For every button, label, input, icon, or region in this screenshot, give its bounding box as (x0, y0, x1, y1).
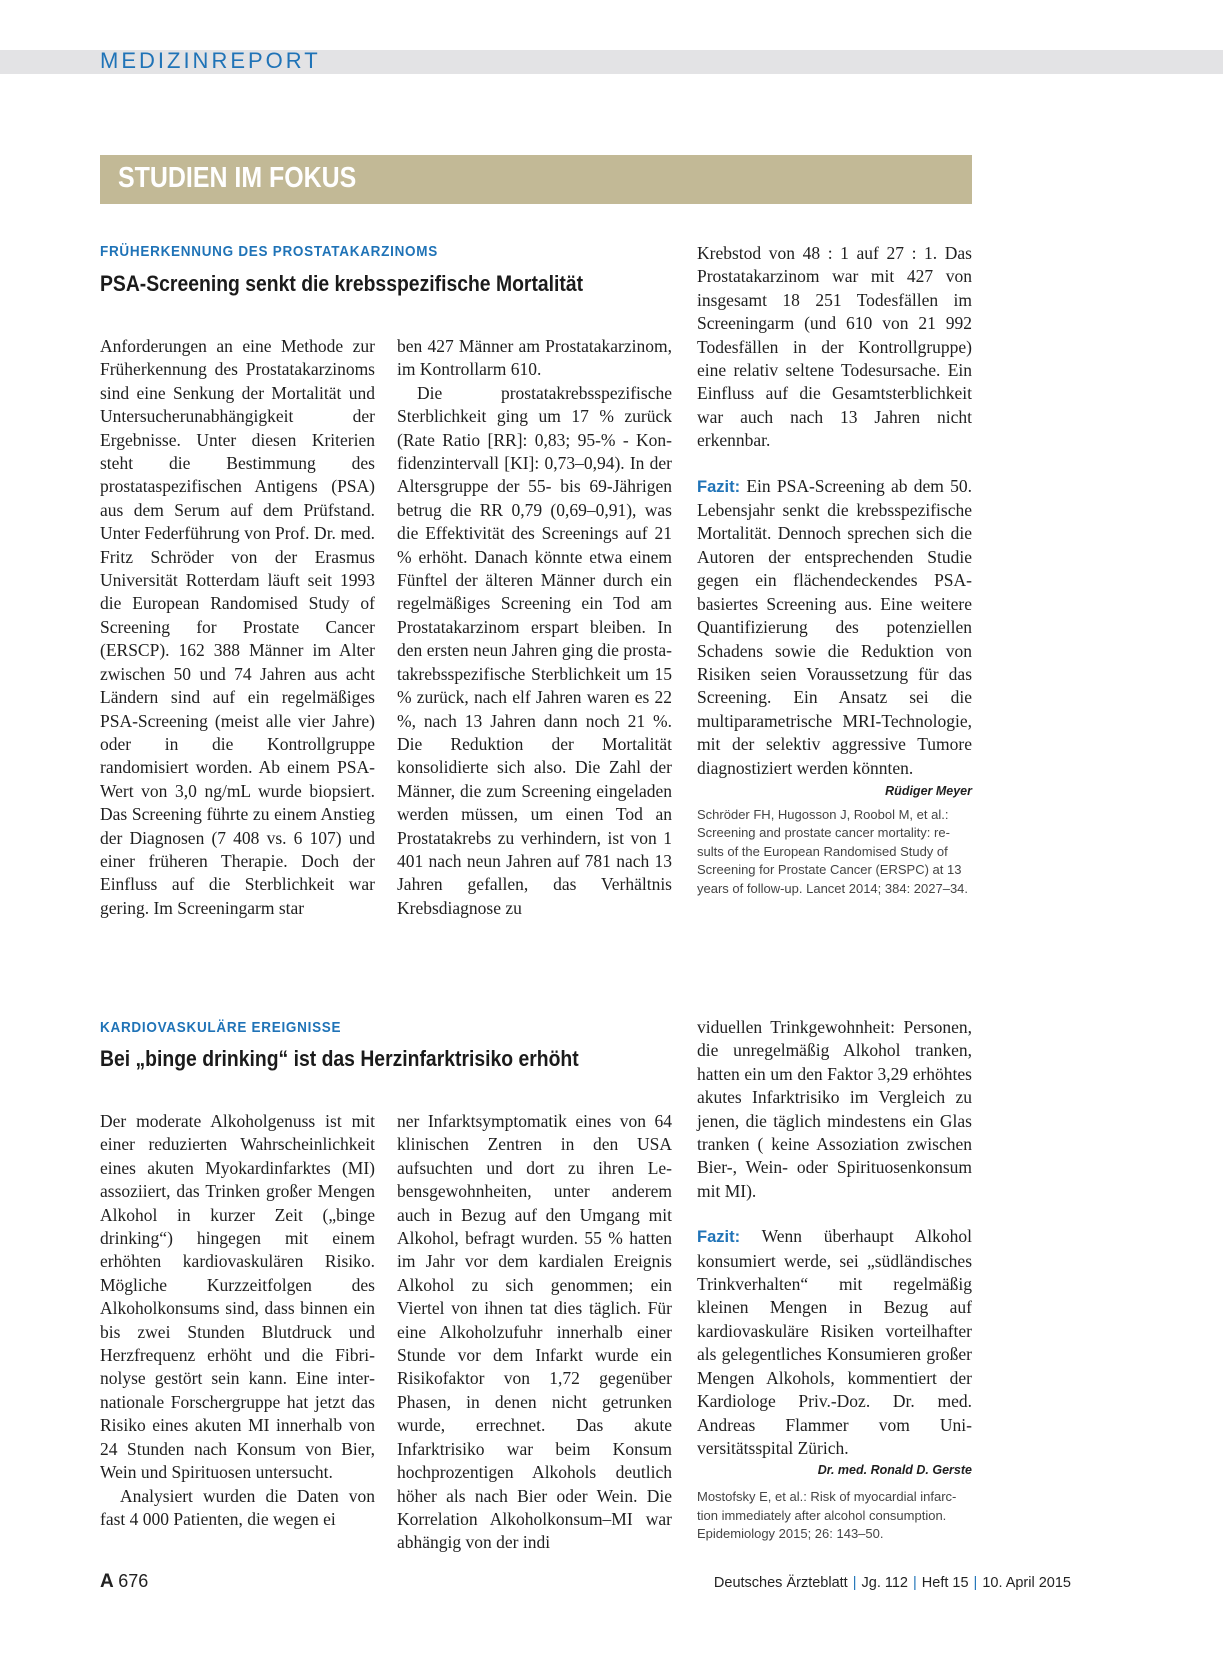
article2-title: Bei „binge drinking“ ist das Herzinfarktrisiko erhöht (100, 1046, 579, 1071)
article2-column-3 (697, 1016, 972, 1544)
article1-reference: Schröder FH, Hugosson J, Roobol M, et al.: Screening and prostate cancer mortality: results of the European Randomised Study of Screening for Prostate Cancer (ERSPC) at 13 years of follow-up. Lancet 2014; 384: 2027–34. (697, 806, 969, 896)
page-number-value: 676 (118, 1571, 149, 1591)
article1-fazit (697, 475, 972, 798)
article2-reference: Mostofsky E, et al.: Risk of myocardial infarction immediately after alcohol consumption. Epidemiology 2015; 26: 143–50. (697, 1489, 957, 1542)
page-letter: A (100, 1571, 114, 1592)
article1-kicker: FRÜHERKENNUNG DES PROSTATAKARZINOMS (100, 243, 438, 260)
section-band-title: STUDIEN IM FOKUS (118, 162, 357, 194)
article1-author: Rüdiger Meyer (885, 783, 972, 798)
article1-column-3 (697, 242, 972, 898)
article2-author: Dr. med. Ronald D. Gerste (817, 1463, 972, 1478)
article2-fazit (697, 1225, 972, 1460)
separator: | (852, 1575, 857, 1591)
article1-paragraph: Krebstod von 48 : 1 auf 27 : 1. Das Prostatakarzinom war mit 427 von insgesamt 18 251 Todesfällen im Screeningarm (und 610 von 21 992 Todesfällen in der Kontrollgruppe) eine relativ seltene Todesursache. Ein Einfluss auf die Gesamtsterblichkeit war auch nach 13 Jahren nicht erkennbar. (697, 243, 972, 451)
article1-column-1 (100, 335, 375, 920)
article1-column-2 (397, 335, 672, 920)
article2-paragraph: Analysiert wurden die Daten von fast 4 000 Patienten, die wegen ei (100, 1485, 375, 1529)
separator: | (913, 1575, 917, 1591)
fazit-label: Fazit: (697, 1228, 741, 1247)
journal-footer (714, 1575, 1071, 1591)
journal-name: Deutsches Ärzteblatt (713, 1575, 848, 1591)
separator: | (973, 1575, 978, 1591)
fazit-label: Fazit: (697, 477, 741, 496)
article1-paragraph: ben 427 Männer am Prostatakarzinom, im Kontrollarm 610. (397, 336, 672, 380)
article2-column-1 (100, 1110, 375, 1531)
journal-volume: Jg. 112 (861, 1575, 908, 1591)
journal-issue: Heft 15 (921, 1575, 969, 1591)
article2-paragraph: viduellen Trinkgewohnheit: Personen, die unregelmäßig Alkohol tranken, hatten ein um den Faktor 3,29 erhöhtes akutes Infarktrisiko im Vergleich zu jenen, die täglich mindestens ein Glas tranken ( keine Assoziation zwischen Bier-, Wein- oder Spirituosenkonsum mit MI). (697, 1017, 972, 1201)
fazit-text: Ein PSA-Screening ab dem 50. Lebensjahr senkt die krebsspezifische Mortalität. Dennoch sprechen sich die Autoren der entsprechenden Studie gegen ein flächendeckendes PSA-basiertes Screening aus. Eine weitere Quantifizierung des potenziellen Schadens sowie die Reduktion von Risiken seien Voraussetzung für das Screening. Ein Ansatz sei die multiparametrische MRI-Technologie, mit der selektiv aggressive Tumore diagnostiziert werden könnten. (697, 475, 972, 778)
article2-kicker: KARDIOVASKULÄRE EREIGNISSE (100, 1019, 342, 1036)
section-label: MEDIZINREPORT (100, 48, 321, 73)
journal-date: 10. April 2015 (982, 1575, 1071, 1591)
page-number (100, 1571, 148, 1593)
article1-paragraph: Anforderungen an eine Methode zur Früherkennung des Prostatakarzinoms sind eine Senkung der Mortalität und Untersucherunabhängigkeit der Ergebnisse. Unter diesen Kriterien steht die Bestimmung des prostataspezifischen Antigens (PSA) aus dem Serum auf dem Prüfstand. Unter Federführung von Prof. Dr. med. Fritz Schröder von der Erasmus Universität Rotterdam läuft seit 1993 die European Randomised Study of Screening for Prostate Cancer (ERSCP). 162 388 Männer im Alter zwischen 50 und 74 Jahren aus acht Ländern sind auf ein regelmäßiges PSA-Screening (meist alle vier Jahre) oder in die Kontrollgruppe randomisiert worden. Ab einem PSA-Wert von 3,0 ng/mL wurde biopsiert. Das Screening führte zu einem Anstieg der Diagnosen (7 408 vs. 6 107) und einer früheren Therapie. Doch der Einfluss auf die Sterblichkeit war gering. Im Screeningarm star (100, 336, 375, 918)
article2-paragraph: Der moderate Alkoholgenuss ist mit einer reduzierten Wahrscheinlichkeit eines akuten Myokardinfarktes (MI) assoziiert, das Trinken großer Mengen Alkohol in kurzer Zeit („binge drinking“) hingegen mit einem erhöhten kardiovaskulären Risiko. Mögliche Kurzzeitfolgen des Alkoholkonsums sind, dass binnen ein bis zwei Stunden Blutdruck und Herzfrequenz erhöht und die Fibrinolyse gestört sein kann. Eine internationale Forschergruppe hat jetzt das Risiko eines akuten MI innerhalb von 24 Stunden nach Konsum von Bier, Wein und Spirituosen untersucht. (100, 1111, 375, 1483)
article2-column-2 (397, 1110, 672, 1555)
article2-paragraph: ner Infarktsymptomatik eines von 64 klinischen Zentren in den USA aufsuchten und dort zu ihren Lebensgewohnheiten, unter anderem auch in Bezug auf den Umgang mit Alkohol, befragt wurden. 55 % hatten im Jahr vor dem kardialen Ereignis Alkohol zu sich genommen; ein Viertel von ihnen tat dies täglich. Für eine Alkoholzufuhr innerhalb einer Stunde vor dem Infarkt wurde ein Risikofaktor von 1,72 gegenüber Phasen, in denen nicht getrunken wurde, errechnet. Das akute Infarktrisiko war beim Konsum hochprozentigen Alkohols deutlich höher als nach Bier oder Wein. Die Korrelation Alkoholkonsum–MI war abhängig von der indi (397, 1111, 672, 1553)
article1-paragraph: Die prostatakrebsspezifische Sterblichkeit ging um 17 % zurück (Rate Ratio [RR]: 0,83; 95-% - Konfidenzintervall [KI]: 0,73–0,94). In der Altersgruppe der 55- bis 69-Jährigen betrug die RR 0,79 (0,69–0,91), was die Effektivität des Screenings auf 21 % erhöht. Danach könnte etwa einem Fünftel der älteren Männer durch ein regelmäßiges Screening ein Tod am Prostatakarzinom erspart bleiben. In den ersten neun Jahren ging die prostatakrebsspezifische Sterblichkeit um 15 % zurück, nach elf Jahren waren es 22 %, nach 13 Jahren dann noch 21 %. Die Reduktion der Mortalität konsolidierte sich also. Die Zahl der Männer, die zum Screening eingeladen werden müssen, um einen Tod an Prostatakrebs zu verhindern, ist von 1 401 nach neun Jahren auf 781 nach 13 Jahren gefallen, das Verhältnis Krebsdiagnose zu (397, 382, 672, 918)
article1-title: PSA-Screening senkt die krebsspezifische Mortalität (100, 271, 584, 296)
fazit-text: Wenn überhaupt Alkohol konsumiert werde, sei „südländisches Trinkverhalten“ mit regelmäßig kleinen Mengen in Bezug auf kardiovaskuläre Risiken vorteilhafter als gelegentliches Konsumieren großer Mengen Alkohols, kommentiert der Kardiologe Priv.-Doz. Dr. med. Andreas Flammer vom Universitätsspital Zürich. (697, 1226, 972, 1458)
